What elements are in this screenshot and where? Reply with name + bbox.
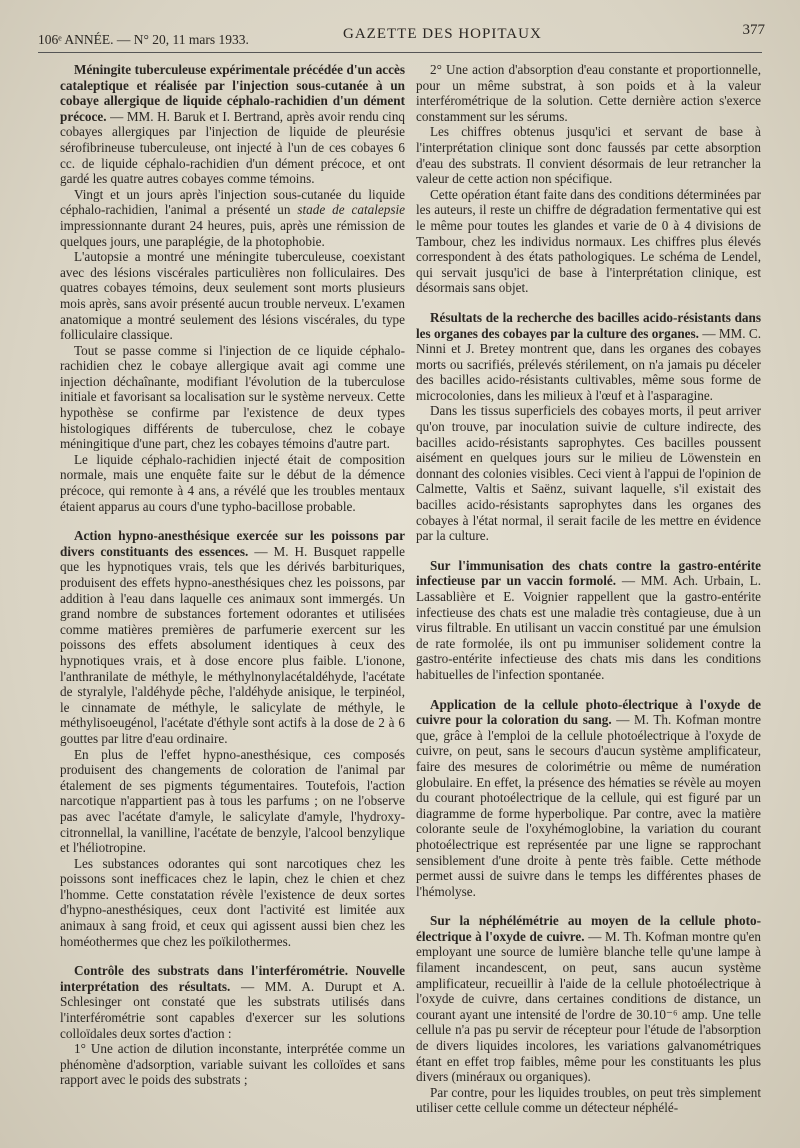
page-number: 377	[742, 22, 765, 38]
article-hypno-anesthesique	[60, 528, 405, 949]
article-title: Sur l'immunisation des chats contre la gastro-entérite infectieuse par un vaccin formolé.	[416, 557, 761, 589]
article-paragraph	[416, 310, 761, 404]
article-paragraph: 1° Une action de dilution inconstante, interprétée comme un phénomène d'adsorption, variable suivant les colloïdes et sans rapport avec le poids des substrats ;	[60, 1041, 405, 1088]
issue-info: 106ᵉ ANNÉE. — N° 20, 11 mars 1933.	[38, 32, 249, 47]
article-interferometrie	[60, 963, 405, 1088]
page-header	[30, 22, 770, 48]
article-paragraph: Le liquide céphalo-rachidien injecté était de composition normale, mais une enquête faite sur le début de la démence précoce, qui remonte à 4 ans, a révélé que les troubles mentaux étaient apparus au cours d'une typho-bacillose probable.	[60, 451, 405, 514]
article-title: Méningite tuberculeuse expérimentale précédée d'un accès cataleptique et réalisée par l'injection sous-cutanée à un cobaye allergique de liquide céphalo-rachidien d'un dément précoce.	[60, 62, 405, 124]
article-paragraph: L'autopsie a montré une méningite tuberculeuse, coexistant avec des lésions viscérales particulières non folliculaires. Des quatres cobayes témoins, deux seulement sont morts plusieurs mois après, sans avoir présenté aucun trouble nerveux. L'examen anatomique a montré seulement des lésions viscérales, du type folliculaire classique.	[60, 249, 405, 343]
header-rule	[38, 52, 762, 53]
article-title: Sur la néphélémétrie au moyen de la cellule photo-électrique à l'oxyde de cuivre.	[416, 913, 761, 944]
article-bacilles	[416, 310, 761, 544]
article-text: impressionnante durant 24 heures, puis, après une rémission de quelques jours, une paraplégie, de la photophobie.	[60, 217, 405, 249]
article-nephelemetrie	[416, 913, 761, 1116]
article-interferometrie-cont	[416, 62, 761, 296]
article-paragraph: Cette opération étant faite dans des conditions déterminées par les auteurs, il reste un chiffre de dégradation fermentative qui est le même pour toutes les glandes et varie de 0 à 4 divisions de Tambour, chez les individus normaux. Les chiffres plus élevés correspondent à des états pathologiques. Le schéma de Lendel, qui servait jusqu'ici de base à l'interprétation clinique, est désormais sans objet.	[416, 186, 761, 296]
article-title: Contrôle des substrats dans l'interférométrie. Nouvelle interprétation des résultats.	[60, 963, 405, 994]
article-title: Résultats de la recherche des bacilles acido-résistants dans les organes des cobayes par la culture des organes.	[416, 309, 761, 341]
article-paragraph: 2° Une action d'absorption d'eau constante et proportionnelle, pour un même substrat, à son poids et à la valeur interférométrique de la solution. Cette dernière action s'exerce constamment sur les sérums.	[416, 62, 761, 124]
article-meningite	[60, 62, 405, 514]
article-paragraph	[416, 558, 761, 683]
journal-title: GAZETTE DES HOPITAUX	[343, 26, 542, 42]
article-paragraph	[416, 697, 761, 900]
article-cellule-sang	[416, 697, 761, 900]
article-paragraph: Les chiffres obtenus jusqu'ici et servant de base à l'interprétation clinique sont donc faussés par cette absorption d'eau des substrats. Il convient désormais de leur retrancher la valeur de cette action non spécifique.	[416, 124, 761, 187]
article-paragraph: Dans les tissus superficiels des cobayes morts, il peut arriver qu'on trouve, par inoculation suivie de culture indirecte, des bacilles acido-résistants saprophytes. Ces bacilles poussent aisément en quelques jours sur le milieu de Löwenstein en donnant des colonies visibles. Ceci vient à l'appui de l'opinion de Calmette, Valtis et Saënz, suivant laquelle, s'il existait des bacilles acido-résistants saprophytes dans les organes des cobayes à l'état normal, il serait facile de les mettre en évidence par la culture.	[416, 403, 761, 544]
article-paragraph: Par contre, pour les liquides troubles, on peut très simplement utiliser cette cellule comme un détecteur néphélé-	[416, 1084, 761, 1116]
article-text: — MM. Ach. Urbain, L. Lassablière et E. Voignier rappellent que la gastro-entérite infectieuse des chats est une maladie très contagieuse, due à un virus filtrable. En utilisant un vaccin constitué par une émulsion de rate formolée, ils ont pu immuniser solidement contre la gastro-entérite infectieuse des chats mis dans les conditions habituelles de l'infection spontanée.	[416, 573, 761, 682]
article-paragraph	[60, 528, 405, 746]
article-text: — M. Th. Kofman montre qu'en employant une source de lumière blanche telle qu'une lampe à filament incandescent, on peut, sans aucun système amplificateur, recueillir à l'aide de la cellule photoélectrique à l'oxyde de cuivre, dans certaines conditions de distance, un courant ayant une intensité de l'ordre de 30.10⁻⁶ amp. Une telle cellule n'a pas pu servir de récepteur pour l'étude de l'absorption de divers liquides incolores, les variations galvanométriques étant en effet trop faibles, même pour les constituants les plus divers (minéraux ou organiques).	[416, 928, 761, 1085]
article-text: Vingt et un jours après l'injection sous-cutanée du liquide céphalo-rachidien, l'animal a présenté un	[60, 186, 405, 218]
article-paragraph: Tout se passe comme si l'injection de ce liquide céphalo-rachidien chez le cobaye allergique avait agi comme une injection déchaînante, modifiant l'évolution de la tuberculose initiale et favorisant sa localisation sur le système nerveux. Cette hypothèse se confirme par l'existence de deux types histologiques différents de tuberculose, chez le cobaye méningitique d'une part, chez les cobayes témoins d'autre part.	[60, 342, 405, 452]
article-text: — MM. C. Ninni et J. Bretey montrent que, dans les organes des cobayes morts ou sacrifiés, prélevés stérilement, on n'a jamais pu déceler des bacilles acido-résistants cultivables, même sous forme de microcolonies, dans les milieux à l'œuf et à l'asparagine.	[416, 325, 761, 403]
article-authors: — MM. H. Baruk et I. Bertrand, après avoir	[110, 108, 346, 124]
article-title: Action hypno-anesthésique exercée sur les poissons par divers constituants des essences.	[60, 528, 405, 559]
article-text: rendu cinq cobayes allergiques par l'injection de liquide de pleurésie sérofibrineuse tuberculeuse, ont injecté à l'un de ces cobayes 6 cc. de liquide céphalo-rachidien d'un dément précoce, et ont gardé les quatre autres cobayes comme témoins.	[60, 108, 405, 187]
article-paragraph	[60, 62, 405, 187]
article-text: — M. H. Busquet rappelle que les hypnotiques vrais, tels que les dérivés barbituriques, produisent des effets hypno-anesthésiques chez les poissons, par addition à l'eau dans laquelle ces animaux sont immergés. Un grand nombre de substances fortement odorantes et utilisées comme matières premières de parfumerie exercent sur les poissons des effets absolument identiques à ceux des hypnotiques vrais, et à dose encore plus faible. L'ionone, l'anthranilate de méthyle, le méthylnonylacétaldéhyde, l'acétate de styralyle, l'aldéhyde pêche, l'aldéhyde anisique, le terpinéol, le cinnamate de méthyle, le salicylate de méthyle, le méthylisoeugénol, l'acétate d'éthyle sont actifs à la dose de 2 à 6 gouttes par litre d'eau ordinaire.	[60, 543, 405, 746]
article-paragraph: En plus de l'effet hypno-anesthésique, ces composés produisent des changements de coloration de l'animal par étalement de ses pigments tégumentaires. Toutefois, l'action narcotique n'appartient pas à tous les parfums ; on ne l'observe pas avec l'acétate d'amyle, le salicylate d'amyle, l'hydroxy-citronnellal, la vanilline, l'acétate de benzyle, l'alcool benzylique et l'héliotropine.	[60, 746, 405, 856]
article-title: Application de la cellule photo-électrique à l'oxyde de cuivre pour la coloration du sang.	[416, 696, 761, 728]
article-paragraph	[60, 963, 405, 1041]
article-emphasis: stade de catalepsie	[297, 202, 405, 218]
article-paragraph	[416, 913, 761, 1085]
article-text: — M. Th. Kofman montre que, grâce à l'emploi de la cellule photoélectrique à l'oxyde de cuivre, on peut, sans le secours d'aucun système amplificateur, faire des mesures de colorimétrie ou même de numération globulaire. En effet, la présence des hématies se révèle au moyen du courant photoélectrique de la cellule, qui est figuré par un diagramme de forme hyperbolique. Par contre, avec la matière colorante seule de l'oxyhémoglobine, la variation du courant photoélectrique est représentée par une ligne se rapprochant sensiblement d'une droite à pente très faible. Cette méthode permet aussi de suivre dans le temps les différentes phases de l'hémolyse.	[416, 712, 761, 899]
right-column	[416, 62, 761, 1132]
left-column	[60, 62, 405, 1132]
article-paragraph	[60, 187, 405, 249]
article-text: — MM. A. Durupt et A. Schlesinger ont constaté que les substrats utilisés dans l'interférométrie sont capables d'exercer sur les solutions colloïdales deux sortes d'action :	[60, 978, 405, 1041]
article-paragraph: Les substances odorantes qui sont narcotiques chez les poissons sont inefficaces chez le lapin, chez le chien et chez l'homme. Cette constatation révèle l'existence de deux sortes d'hypno-anesthésiques, ceux dont l'activité est limitée aux animaux à sang froid, et ceux qui agissent aussi bien chez les homéothermes que chez les poïkilothermes.	[60, 855, 405, 949]
article-chats	[416, 558, 761, 683]
